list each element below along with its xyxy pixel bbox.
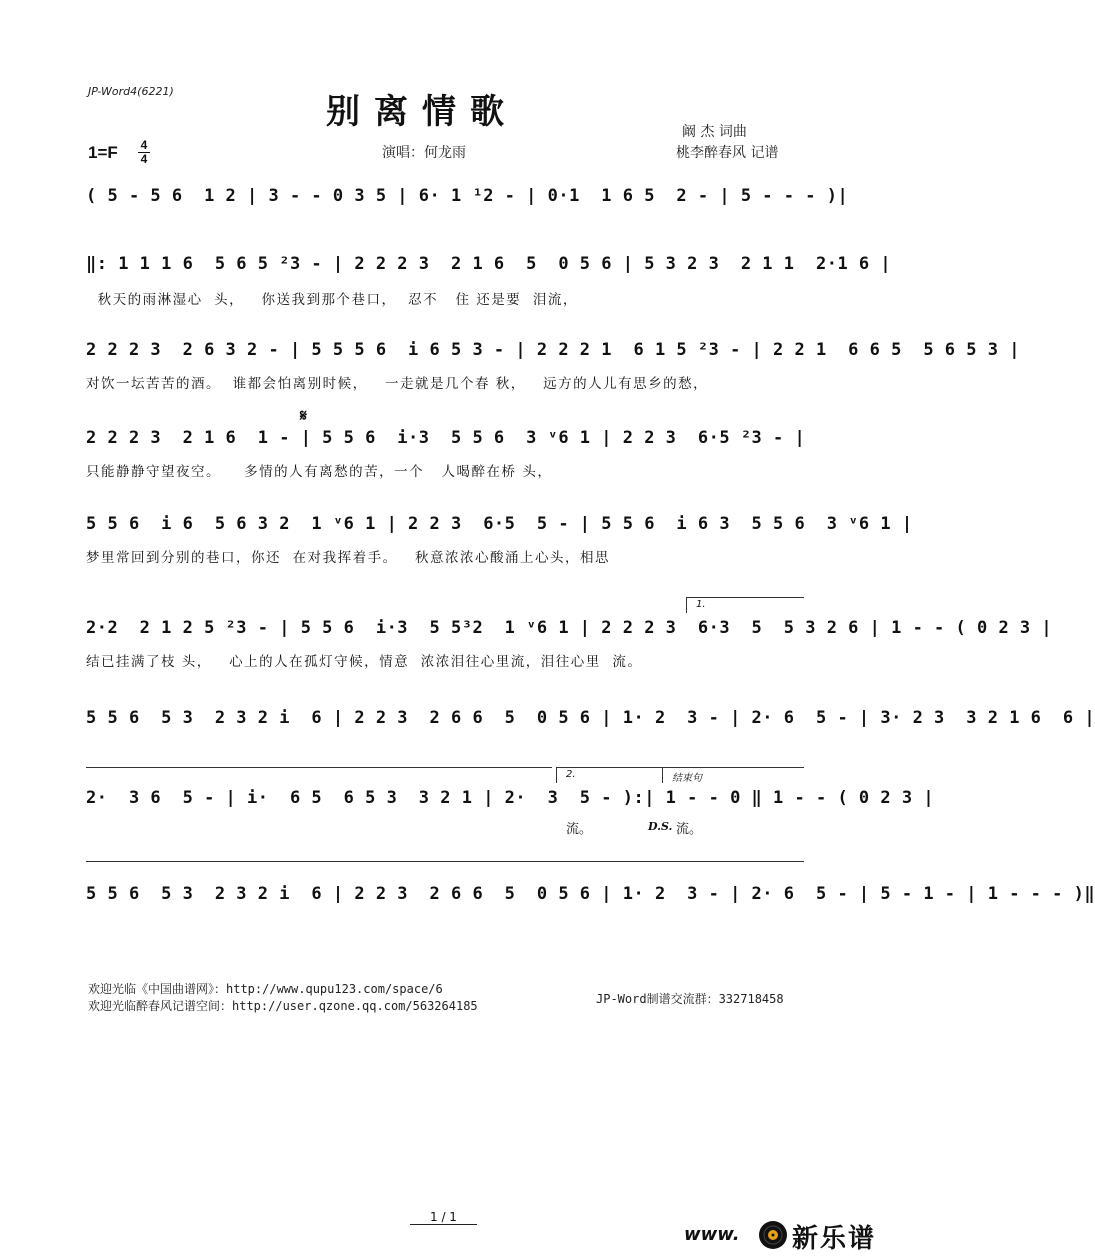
lyric-row-5: 梦里常回到分别的巷口，你还 在对我挥着手。 秋意浓浓心酸涌上心头，相思 <box>86 550 610 566</box>
second-ending-label: 2. <box>566 769 576 780</box>
score-row-9: 5 5 6 5 3 2 3 2 i 6 | 2 2 3 2 6 6 5 0 5 6 | 1· 2 3 - | 2· 6 5 - | 5 - 1 - | 1 - - - )‖ <box>86 884 1095 904</box>
software-tag: JP-Word4(6221) <box>88 85 174 98</box>
lyric-row-6: 结已挂满了枝 头， 心上的人在孤灯守候，情意 浓浓泪往心里流，泪往心里 流。 <box>86 654 643 670</box>
second-ending-tick <box>556 767 557 783</box>
brand-logo-text[interactable]: 新乐谱 <box>792 1224 877 1254</box>
time-signature-top: 4 <box>140 138 148 152</box>
time-signature-bottom: 4 <box>140 152 148 166</box>
first-ending-label: 1. <box>696 599 706 610</box>
footer-link-qzone[interactable]: 欢迎光临醉春风记谱空间：http://user.qzone.qq.com/563264185 <box>88 999 478 1013</box>
first-ending-bracket <box>686 597 804 598</box>
score-row-8: 2· 3 6 5 - | i· 6 5 6 5 3 3 2 1 | 2· 3 5 - ):| 1 - - 0 ‖ 1 - - ( 0 2 3 | <box>86 788 935 808</box>
score-row-4: 2 2 2 3 2 1 6 1 - | 5 5 6 i·3 5 5 6 3 ᵛ6 1 | 2 2 3 6·5 ²3 - | <box>86 428 806 448</box>
score-row-7: 5 5 6 5 3 2 3 2 i 6 | 2 2 3 2 6 6 5 0 5 6 | 1· 2 3 - | 2· 6 5 - | 3· 2 3 3 2 1 6 6 | <box>86 708 1095 728</box>
score-row-3: 2 2 2 3 2 6 3 2 - | 5 5 5 6 i 6 5 3 - | 2 2 2 1 6 1 5 ²3 - | 2 2 1 6 6 5 5 6 5 3 | <box>86 340 1020 360</box>
final-row-slur-line <box>86 861 804 862</box>
transcriber-credit: 桃李醉春风 记谱 <box>676 145 779 161</box>
coda-label: 结束句 <box>672 773 702 784</box>
score-row-6: 2·2 2 1 2 5 ²3 - | 5 5 6 i·3 5 5³2 1 ᵛ6 1 | 2 2 2 3 6·3 5 5 3 2 6 | 1 - - ( 0 2 3 | <box>86 618 1053 638</box>
footer-qq-group: JP-Word制谱交流群：332718458 <box>596 992 784 1006</box>
brand-www-text: www. <box>684 1224 740 1245</box>
dal-segno-mark: D.S. <box>648 820 673 833</box>
key-signature: 1=F <box>88 143 118 162</box>
page-number: 1 / 1 <box>410 1210 477 1225</box>
second-ending-bracket <box>556 767 804 768</box>
coda-tick <box>662 767 663 783</box>
song-title: 别离情歌 <box>326 92 518 132</box>
first-ending-tick <box>686 597 687 613</box>
time-signature <box>138 140 150 165</box>
score-row-2: ‖: 1 1 1 6 5 6 5 ²3 - | 2 2 2 3 2 1 6 5 0 5 6 | 5 3 2 3 2 1 1 2·1 6 | <box>86 254 892 274</box>
repeat-span-line <box>86 767 552 768</box>
lyric-row-2: 秋天的雨淋湿心 头， 你送我到那个巷口， 忍不 住 还是要 泪流， <box>86 292 578 308</box>
score-row-1: ( 5 - 5 6 1 2 | 3 - - 0 3 5 | 6· 1 ¹2 - | 0·1 1 6 5 2 - | 5 - - - )| <box>86 186 849 206</box>
score-row-5: 5 5 6 i 6 5 6 3 2 1 ᵛ6 1 | 2 2 3 6·5 5 - | 5 5 6 i 6 3 5 5 6 3 ᵛ6 1 | <box>86 514 913 534</box>
lyric-row-4: 只能静静守望夜空。 多情的人有离愁的苦，一个 人喝醉在桥 头， <box>86 464 553 480</box>
coda-lyric: 流。 <box>676 822 703 837</box>
vinyl-record-icon <box>758 1220 788 1250</box>
lyric-row-3: 对饮一坛苦苦的酒。 谁都会怕离别时候， 一走就是几个春 秋， 远方的人儿有思乡的愁， <box>86 376 709 392</box>
segno-sign: 𝄋 <box>300 406 307 425</box>
singer-credit: 演唱：何龙雨 <box>382 145 466 161</box>
composer-credit: 阚 杰 词曲 <box>682 124 747 140</box>
footer-link-qupu[interactable]: 欢迎光临《中国曲谱网》：http://www.qupu123.com/space/6 <box>88 982 443 996</box>
second-ending-lyric: 流。 <box>566 822 593 837</box>
